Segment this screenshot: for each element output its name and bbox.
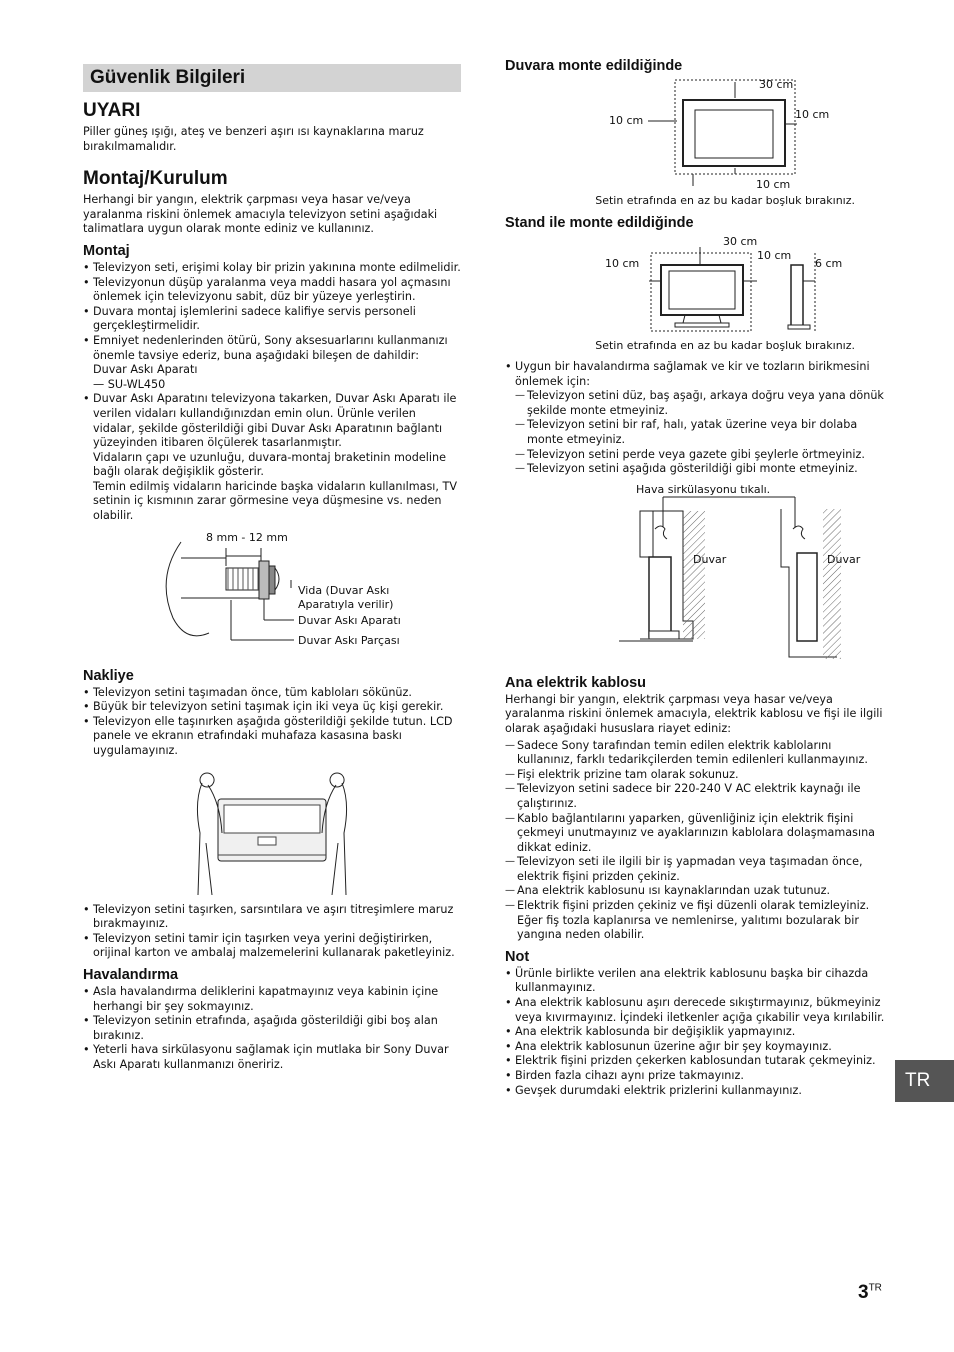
bracket-part-label: Duvar Askı Parçası [298,633,400,647]
wall-label-1: Duvar [693,552,727,566]
section-title: Güvenlik Bilgileri [83,64,461,92]
screw-label: Vida (Duvar Askı [298,583,390,597]
power-cord-heading: Ana elektrik kablosu [505,674,647,691]
list-item: — Ana elektrik kablosunu ısı kaynaklarından uzak tutunuz. [495,884,885,899]
wall-mount-diagram [545,78,845,190]
list-item: • Büyük bir televizyon setini taşımak için iki veya üç kişi gerekir. [83,700,461,715]
language-tab: TR [895,1060,954,1102]
page-number-value: 3 [858,1282,869,1303]
montaj-kurulum-heading: Montaj/Kurulum [83,168,228,190]
left-column [83,62,461,1073]
list-item: — Elektrik fişini prizden çekiniz ve fişi düzenli olarak temizleyiniz. Eğer fiş tozla kaplanırsa ve nemlenirse, yalıtımı bozularak bir yangına neden olabilir. [495,899,885,943]
wall-bottom-gap: 10 cm [756,178,791,191]
list-item: — Televizyon setini sadece bir 220-240 V AC elektrik kaynağı ile çalıştırınız. [495,782,885,811]
list-item: • Yeterli hava sirkülasyonu sağlamak için mutlaka bir Sony Duvar Askı Aparatı kullanmanızı öneririz. [83,1043,461,1072]
note-heading: Not [505,948,530,965]
list-item: • Ana elektrik kablosunun üzerine ağır bir şey koymayınız. [505,1040,885,1055]
power-cord-text: Herhangi bir yangın, elektrik çarpması veya hasar ve/veya yaralanma riskini önlemek amacıyla, elektrik kablosu ve fişi ile ilgili olarak aşağıdaki hususlara riayet ediniz: [505,692,883,735]
right-column [505,58,885,1098]
stand-left-gap: 10 cm [605,257,640,270]
list-item: • Televizyon elle taşınırken aşağıda gösterildiği şekilde tutun. LCD panele ve ekranın etrafındaki muhafaza kasasına baskı uygulamayınız. [83,715,461,759]
page-number [858,1282,882,1304]
wall-top-gap: 30 cm [759,78,794,91]
list-item [505,360,885,477]
list-item: • Televizyon setini taşımadan önce, tüm kabloları sökünüz. [83,686,461,701]
list-item: — Televizyon setini aşağıda gösterildiği gibi monte etmeyiniz. [505,462,885,477]
list-item: — Televizyon setini bir raf, halı, yatak üzerine veya bir dolaba monte etmeyiniz. [505,418,885,447]
stand-mount-caption: Setin etrafında en az bu kadar boşluk bırakınız. [595,339,855,352]
montaj-kurulum-text: Herhangi bir yangın, elektrik çarpması veya hasar ve/veya yaralanma riskini önlemek amacıyla televizyon setini aşağıdaki talimatlara uygun olarak monte ediniz ve kullanınız. [83,193,438,236]
list-item [83,392,461,523]
havalandirma-list [83,985,461,1073]
blocked-air-title: Hava sirkülasyonu tıkalı. [636,482,771,496]
wall-mount-heading: Duvara monte edildiğinde [505,58,683,74]
list-item: • Gevşek durumdaki elektrik prizlerini kullanmayınız. [505,1084,885,1099]
wall-label-2: Duvar [827,552,861,566]
page-number-suffix: TR [868,1282,882,1294]
power-cord-list [495,739,885,943]
list-item-text: Duvar Askı Aparatını televizyona takarken, Duvar Askı Aparatı ile verilen vidaları kullandığınızdan emin olun. Ürünle verilen vidalar, şekilde gösterildiği gibi Duvar Askı Aparatının bağlantı yüzeyinden itibaren ölçülerek tasarlanmıştır. [93,392,457,450]
list-item: • Birden fazla cihazı aynı prize takmayınız. [505,1069,885,1084]
ventilation-sublist [505,389,885,477]
list-item: • Ana elektrik kablosunda bir değişiklik yapmayınız. [505,1025,885,1040]
list-item: • Ana elektrik kablosunu aşırı derecede sıkıştırmayınız, bükmeyiniz veya kıvırmayınız. İçindeki iletkenler açığa çıkabilir veya kırılabilir. [505,996,885,1025]
havalandirma-heading: Havalandırma [83,967,179,983]
list-item-text: Vidaların çapı ve uzunluğu, duvara-montaj braketinin modeline bağlı olarak değişiklik gösterir. [93,450,446,479]
list-item-text: Uygun bir havalandırma sağlamak ve kir ve tozların birikmesini önlemek için: [515,360,870,388]
list-item: — Televizyon seti ile ilgili bir iş yapmadan veya taşımadan önce, elektrik fişini prizden çekiniz. [495,855,885,884]
stand-right-gap: 10 cm [757,249,792,262]
list-item: • Asla havalandırma deliklerini kapatmayınız veya kabinin içine herhangi bir şey sokmayınız. [83,985,461,1014]
list-item: — Televizyon setini düz, baş aşağı, arkaya doğru veya yana dönük şekilde monte etmeyiniz. [505,389,885,418]
bracket-name: Duvar Askı Aparatı [93,363,198,377]
montaj-list [83,261,461,524]
list-item: • Elektrik fişini prizden çekerken kablosundan tutarak çekmeyiniz. [505,1054,885,1069]
list-item: — Televizyon setini perde veya gazete gibi şeylerle örtmeyiniz. [505,448,885,463]
wall-left-gap: 10 cm [609,114,644,127]
stand-mount-heading: Stand ile monte edildiğinde [505,215,694,231]
wall-mount-caption: Setin etrafında en az bu kadar boşluk bırakınız. [595,194,855,207]
nakliye-list [83,686,461,759]
list-item-text: Emniyet nedenlerinden ötürü, Sony aksesuarlarını kullanmanızı önemle tavsiye ederiz, buna aşağıdaki bileşen de dahildir: [93,333,448,362]
stand-back-gap: 6 cm [815,257,843,270]
list-item: — Kablo bağlantılarını yaparken, güvenliğiniz için elektrik fişini çekmeyi unutmayınız ve ayaklarınızın kablolara dolaşmamasına dikkat ediniz. [495,812,885,856]
ventilation-list [505,360,885,477]
bracket-label: Duvar Askı Aparatı [298,613,401,627]
bracket-model: — SU-WL450 [93,377,166,391]
list-item: • Televizyon setini tamir için taşırken veya yerini değiştirirken, orijinal karton ve ambalaj malzemelerini kullanarak paketleyiniz. [83,932,461,961]
stand-mount-diagram [545,235,845,335]
wall-right-gap: 10 cm [795,108,830,121]
list-item: • Duvara montaj işlemlerini sadece kalifiye servis personeli gerçekleştirmelidir. [83,305,461,334]
list-item: • Ürünle birlikte verilen ana elektrik kablosunu başka bir cihazda kullanmayınız. [505,967,885,996]
nakliye-heading: Nakliye [83,667,134,684]
carrying-illustration [192,763,352,899]
note-list [505,967,885,1098]
list-item: — Sadece Sony tarafından temin edilen elektrik kablolarını kullanınız, farklı tedarikçilerden temin edilenleri kullanmayınız. [495,739,885,768]
screw-diagram [131,528,461,658]
uyari-heading: UYARI [83,100,141,121]
screw-dim-label: 8 mm - 12 mm [206,530,288,544]
montaj-heading: Montaj [83,242,130,259]
uyari-text: Piller güneş ışığı, ateş ve benzeri aşırı ısı kaynaklarına maruz bırakılmamalıdır. [83,125,424,153]
list-item: • Televizyon setinin etrafında, aşağıda gösterildiği gibi boş alan bırakınız. [83,1014,461,1043]
list-item [83,334,461,392]
list-item: — Fişi elektrik prizine tam olarak sokunuz. [495,768,885,783]
stand-top-gap: 30 cm [723,235,758,248]
blocked-air-diagram [565,481,861,667]
list-item: • Televizyonun düşüp yaralanma veya maddi hasara yol açmasını önlemek için televizyonu sabit, düz bir yüzeye yerleştirin. [83,276,461,305]
list-item: • Televizyon setini taşırken, sarsıntılara ve aşırı titreşimlere maruz bırakmayınız. [83,903,461,932]
nakliye-list-2 [83,903,461,961]
screw-label: Aparatıyla verilir) [298,597,394,611]
list-item: • Televizyon seti, erişimi kolay bir prizin yakınına monte edilmelidir. [83,261,461,276]
list-item-text: Temin edilmiş vidaların haricinde başka vidaların kullanılması, TV setinin iç kısmının zarar görmesine veya düşmesine vs. neden olabilir. [93,479,457,523]
